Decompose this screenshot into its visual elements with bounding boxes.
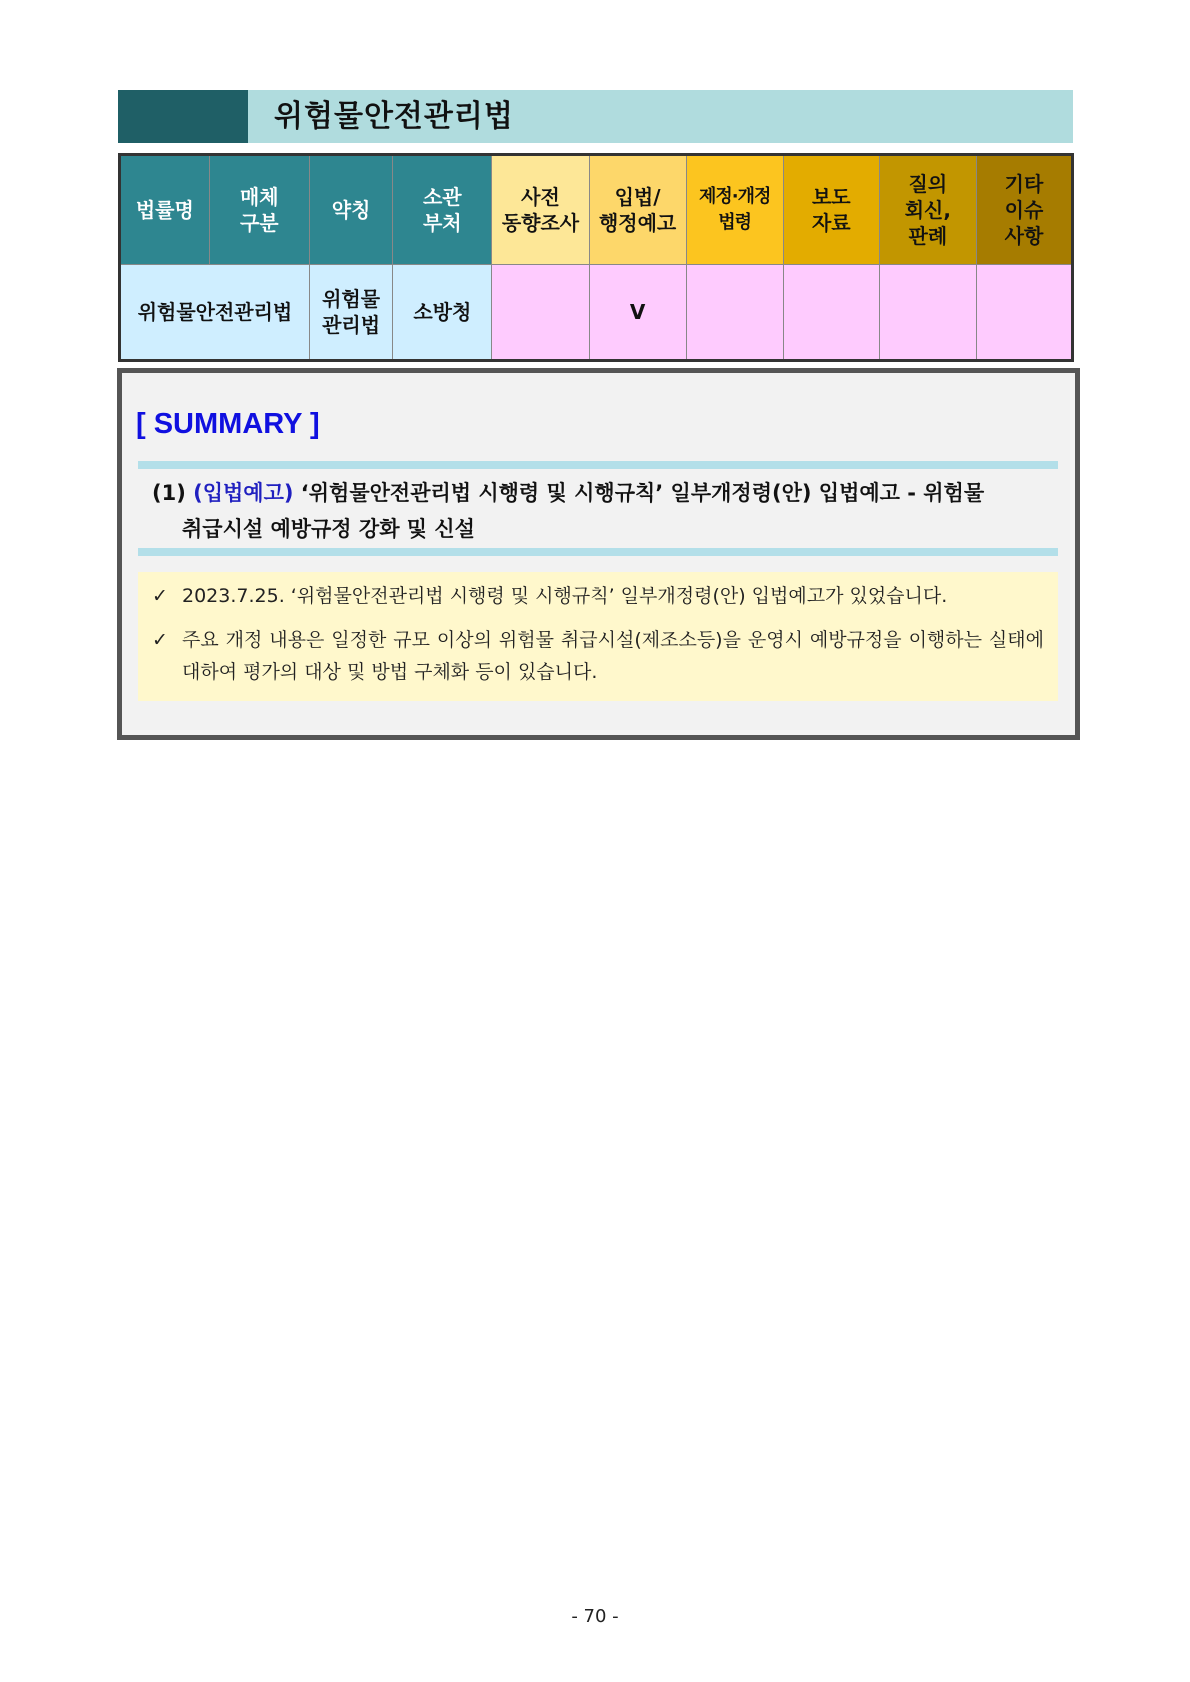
headline-text-line2: 취급시설 예방규정 강화 및 신설: [182, 517, 475, 541]
page-title: 위험물안전관리법: [274, 99, 514, 134]
header-press-release: 보도 자료: [783, 155, 879, 265]
header-law-name: 법률명: [120, 155, 210, 265]
bullet-text: 2023.7.25. ‘위험물안전관리법 시행령 및 시행규칙’ 일부개정령(안) 입법예고가 있었습니다.: [182, 585, 948, 607]
page-number: - 70 -: [571, 1606, 619, 1627]
cell-qa-cases: [879, 265, 976, 361]
bullet-text: 주요 개정 내용은 일정한 규모 이상의 위험물 취급시설(제조소등)을 운영시 예방규정을 이행하는 실태에 대하여 평가의 대상 및 방법 구체화 등이 있습니다.: [182, 629, 1044, 683]
law-status-table: [118, 153, 1074, 362]
headline-number: (1): [152, 481, 186, 505]
cell-press-release: [783, 265, 879, 361]
cell-law-name: 위험물안전관리법: [120, 265, 310, 361]
summary-bullets: [138, 572, 1058, 701]
header-abbreviation: 약칭: [309, 155, 392, 265]
summary-divider-bottom: [138, 548, 1058, 556]
check-icon: ✓: [152, 629, 168, 651]
headline-text-line1: ‘위험물안전관리법 시행령 및 시행규칙’ 일부개정령(안) 입법예고 - 위험물: [300, 481, 985, 505]
table-header-row: [120, 155, 1073, 265]
cell-legislative-notice-mark: V: [589, 265, 686, 361]
header-qa-cases: 질의 회신, 판례: [879, 155, 976, 265]
headline-line-1: [152, 475, 1044, 511]
header-media-type: 매체 구분: [209, 155, 309, 265]
table-row: [120, 265, 1073, 361]
cell-ministry: 소방청: [393, 265, 492, 361]
header-pre-survey: 사전 동향조사: [492, 155, 589, 265]
summary-headline: [152, 475, 1044, 547]
summary-divider-top: [138, 461, 1058, 469]
section-title-bar: [118, 90, 1073, 143]
header-ministry: 소관 부처: [393, 155, 492, 265]
cell-abbreviation: 위험물 관리법: [309, 265, 392, 361]
header-legislative-notice: 입법/ 행정예고: [589, 155, 686, 265]
summary-box: [117, 368, 1080, 740]
cell-pre-survey: [492, 265, 589, 361]
summary-title: [ SUMMARY ]: [136, 408, 320, 440]
header-enacted-revised: 제정·개정 법령: [686, 155, 783, 265]
cell-other-issues: [976, 265, 1072, 361]
title-accent-block: [118, 90, 248, 143]
header-other-issues: 기타 이슈 사항: [976, 155, 1072, 265]
check-icon: ✓: [152, 585, 168, 607]
list-item: [152, 624, 1044, 688]
cell-enacted-revised: [686, 265, 783, 361]
list-item: [152, 580, 1044, 612]
headline-tag: (입법예고): [193, 481, 294, 505]
